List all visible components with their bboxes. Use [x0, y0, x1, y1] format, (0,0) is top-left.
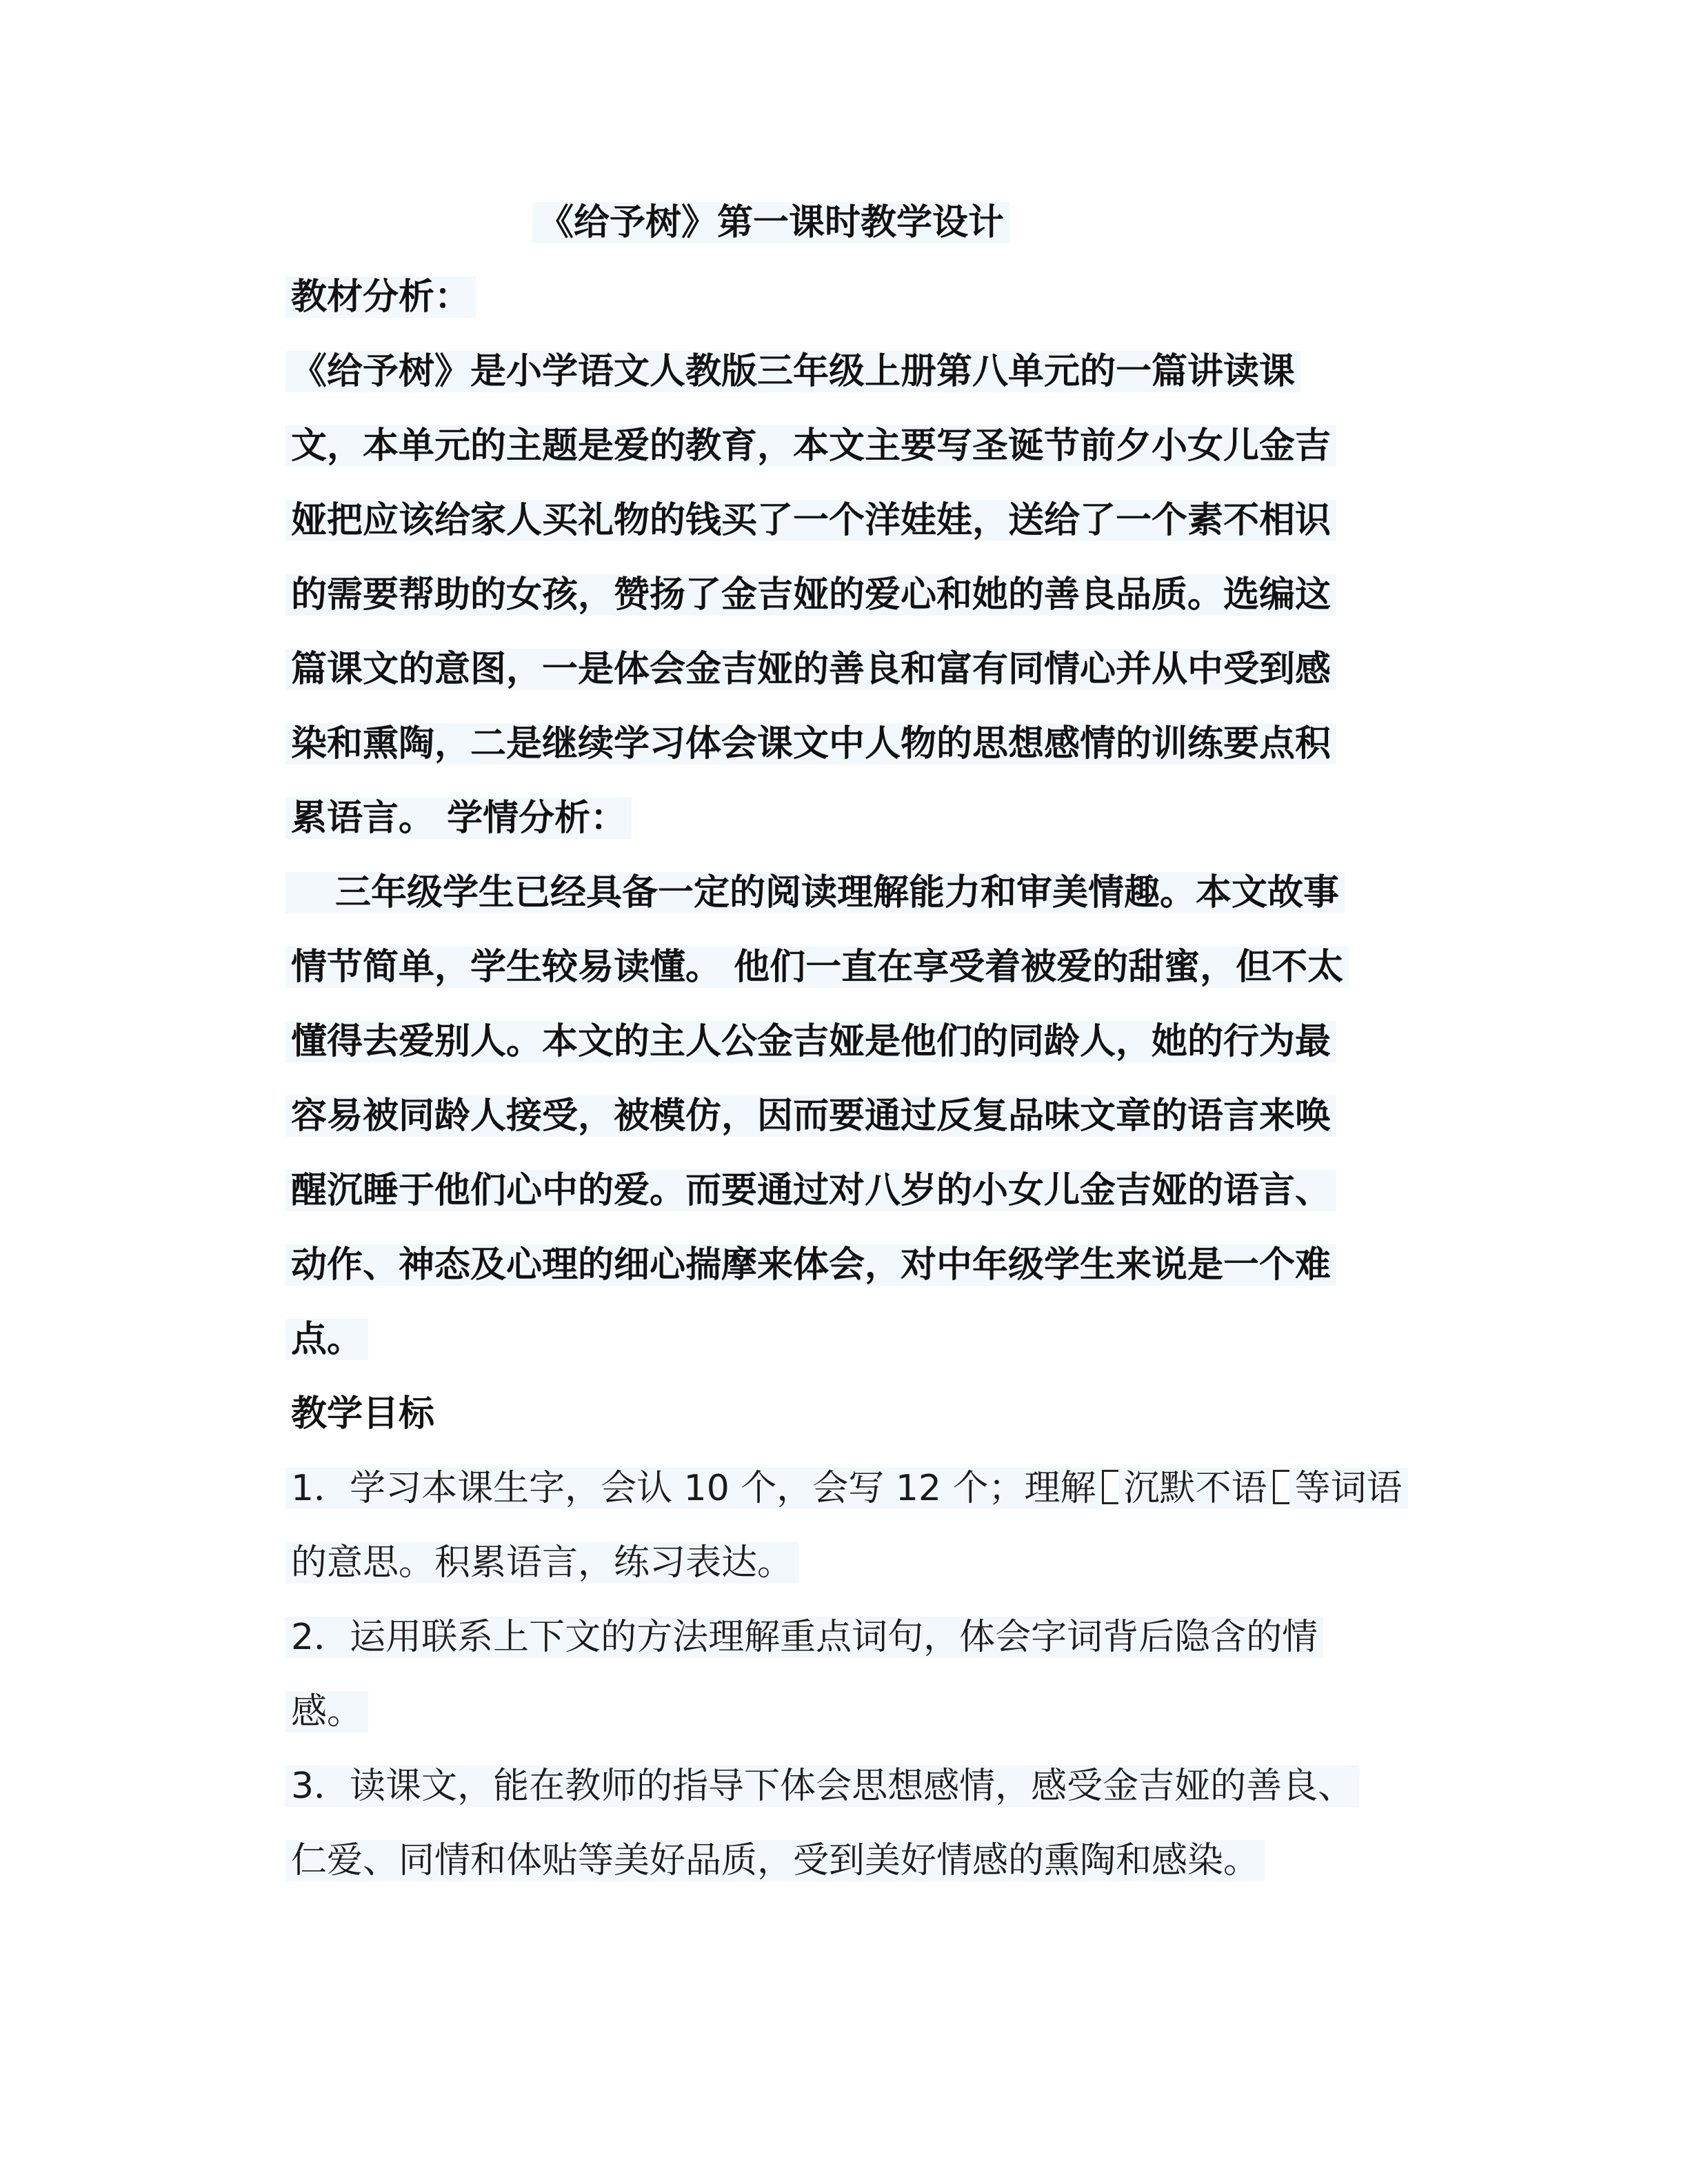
student-line: 三年级学生已经具备一定的阅读理解能力和审美情趣。本文故事 — [291, 866, 1345, 920]
student-line: 醒沉睡于他们心中的爱。而要通过对八岁的小女儿金吉娅的语言、 — [291, 1164, 1336, 1217]
goal-3-line-1: 3．读课文，能在教师的指导下体会思想感情，感受金吉娅的善良、 — [291, 1759, 1359, 1813]
page-title — [538, 196, 1009, 250]
student-line: 动作、神态及心理的细心揣摩来体会，对中年级学生来说是一个难 — [291, 1238, 1336, 1292]
goal-2-line-2: 感。 — [291, 1685, 368, 1739]
student-line: 情节简单，学生较易读懂。 他们一直在享受着被爱的甜蜜，但不太 — [291, 940, 1349, 994]
goal-3-line-2: 仁爱、同情和体贴等美好品质，受到美好情感的熏陶和感染。 — [291, 1834, 1265, 1888]
section-heading-material: 教材分析： — [291, 270, 476, 324]
material-line: 的需要帮助的女孩，赞扬了金吉娅的爱心和她的善良品质。选编这 — [291, 568, 1336, 622]
page-title-text: 《给予树》第一课时教学设计 — [532, 202, 1009, 243]
goal-2-line-1: 2．运用联系上下文的方法理解重点词句，体会字词背后隐含的情 — [291, 1610, 1323, 1664]
material-line: 篇课文的意图，一是体会金吉娅的善良和富有同情心并从中受到感 — [291, 643, 1336, 696]
material-line: 娅把应该给家人买礼物的钱买了一个洋娃娃，送给了一个素不相识 — [291, 494, 1336, 547]
goal-1-line-1 — [291, 1462, 1408, 1515]
student-line: 懂得去爱别人。本文的主人公金吉娅是他们的同龄人，她的行为最 — [291, 1015, 1336, 1069]
section-heading-goals: 教学目标 — [291, 1393, 435, 1435]
student-line: 点。 — [291, 1313, 368, 1366]
goal-1-text-c: 等词语 — [1289, 1468, 1408, 1509]
material-line: 文，本单元的主题是爱的教育，本文主要写圣诞节前夕小女儿金吉 — [291, 419, 1336, 473]
material-line: 《给予树》是小学语文人教版三年级上册第八单元的一篇讲读课 — [291, 345, 1300, 398]
student-line: 容易被同龄人接受，被模仿，因而要通过反复品味文章的语言来唤 — [291, 1089, 1336, 1143]
goal-1-text-b: 沉默不语 — [1118, 1468, 1273, 1509]
goal-1-line-2: 的意思。积累语言，练习表达。 — [291, 1536, 798, 1590]
material-line: 累语言。 学情分析： — [291, 791, 632, 845]
material-line: 染和熏陶，二是继续学习体会课文中人物的思想感情的训练要点积 — [291, 717, 1336, 771]
goal-1-text-a: 1．学习本课生字，会认 10 个，会写 12 个；理解 — [285, 1468, 1102, 1509]
